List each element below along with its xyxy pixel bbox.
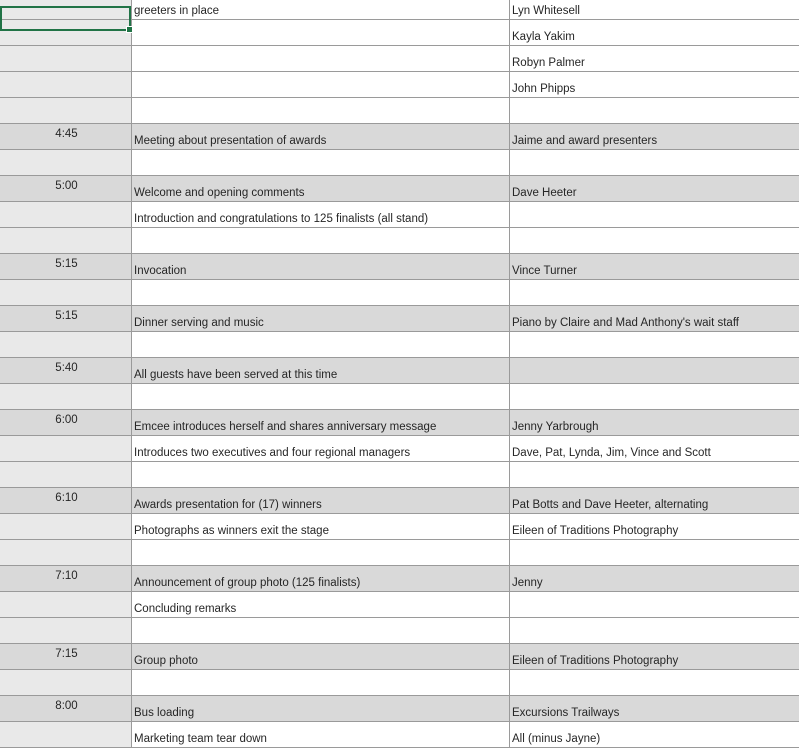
activity-cell[interactable]: Announcement of group photo (125 finalists): [132, 566, 510, 591]
person-cell[interactable]: [510, 670, 799, 695]
activity-cell[interactable]: Emcee introduces herself and shares anniversary message: [132, 410, 510, 435]
time-cell[interactable]: [0, 410, 132, 435]
sheet-row: [0, 98, 799, 124]
time-cell[interactable]: [0, 488, 132, 513]
person-cell[interactable]: [510, 358, 799, 383]
activity-cell[interactable]: Bus loading: [132, 696, 510, 721]
time-text: 7:10: [55, 569, 78, 582]
person-cell[interactable]: Robyn Palmer: [512, 57, 585, 69]
sheet-row: [0, 0, 799, 20]
person-cell[interactable]: Excursions Trailways: [510, 696, 799, 721]
time-text: 5:40: [55, 361, 78, 374]
person-cell[interactable]: [510, 332, 799, 357]
activity-cell[interactable]: [132, 540, 510, 565]
time-cell[interactable]: [0, 98, 132, 123]
person-cell[interactable]: Vince Turner: [510, 254, 799, 279]
time-text: 6:10: [55, 491, 78, 504]
sheet-row: [0, 332, 799, 358]
time-cell[interactable]: [0, 722, 132, 747]
time-text: 8:00: [55, 699, 78, 712]
time-cell[interactable]: [0, 0, 132, 19]
activity-cell[interactable]: Meeting about presentation of awards: [132, 124, 510, 149]
activity-cell[interactable]: [132, 332, 510, 357]
person-cell[interactable]: Piano by Claire and Mad Anthony's wait staff: [510, 306, 799, 331]
activity-cell[interactable]: Concluding remarks: [132, 592, 510, 617]
activity-cell[interactable]: [132, 228, 510, 253]
person-cell[interactable]: [510, 280, 799, 305]
activity-cell[interactable]: Dinner serving and music: [132, 306, 510, 331]
activity-cell[interactable]: Welcome and opening comments: [132, 176, 510, 201]
activity-cell[interactable]: [132, 618, 510, 643]
sheet-row: [0, 306, 799, 332]
person-cell[interactable]: Dave Heeter: [510, 176, 799, 201]
time-cell[interactable]: [0, 644, 132, 669]
time-text: 6:00: [55, 413, 78, 426]
sheet-row: [0, 436, 799, 462]
time-cell[interactable]: [0, 20, 132, 45]
person-cell[interactable]: [510, 98, 799, 123]
time-text: 4:45: [55, 127, 78, 140]
time-cell[interactable]: [0, 124, 132, 149]
person-cell[interactable]: Lyn Whitesell: [512, 5, 580, 17]
activity-cell[interactable]: Marketing team tear down: [132, 722, 510, 747]
person-cell[interactable]: All (minus Jayne): [512, 733, 601, 745]
activity-cell[interactable]: [132, 384, 510, 409]
activity-cell[interactable]: [132, 20, 510, 45]
activity-cell[interactable]: Awards presentation for (17) winners: [132, 488, 510, 513]
activity-cell[interactable]: Introduction and congratulations to 125 finalists (all stand): [132, 202, 510, 227]
time-cell[interactable]: [0, 72, 132, 97]
sheet-row: [0, 488, 799, 514]
person-cell[interactable]: [510, 618, 799, 643]
time-cell[interactable]: [0, 202, 132, 227]
activity-cell[interactable]: [132, 462, 510, 487]
activity-cell[interactable]: Group photo: [132, 644, 510, 669]
sheet-row: [0, 592, 799, 618]
sheet-row: [0, 254, 799, 280]
time-text: 7:15: [55, 647, 78, 660]
sheet-row: [0, 150, 799, 176]
sheet-row: [0, 202, 799, 228]
sheet-row: [0, 228, 799, 254]
sheet-row: [0, 72, 799, 98]
activity-cell[interactable]: [132, 670, 510, 695]
person-cell[interactable]: Eileen of Traditions Photography: [510, 644, 799, 669]
time-cell[interactable]: [0, 566, 132, 591]
activity-cell[interactable]: [132, 150, 510, 175]
time-cell[interactable]: [0, 228, 132, 253]
person-cell[interactable]: [510, 202, 799, 227]
time-cell[interactable]: [0, 254, 132, 279]
sheet-row: [0, 410, 799, 436]
time-cell[interactable]: [0, 46, 132, 71]
activity-cell[interactable]: Invocation: [132, 254, 510, 279]
sheet-row: [0, 566, 799, 592]
sheet-row: [0, 358, 799, 384]
person-cell[interactable]: [510, 592, 799, 617]
person-cell[interactable]: Jenny Yarbrough: [510, 410, 799, 435]
activity-cell[interactable]: [132, 98, 510, 123]
sheet-row: [0, 280, 799, 306]
activity-cell[interactable]: greeters in place: [132, 0, 510, 19]
time-cell[interactable]: [0, 514, 132, 539]
time-text: 5:15: [55, 257, 78, 270]
activity-cell[interactable]: [132, 72, 510, 97]
activity-cell[interactable]: [132, 280, 510, 305]
activity-cell[interactable]: [132, 46, 510, 71]
time-cell[interactable]: [0, 540, 132, 565]
activity-cell[interactable]: Introduces two executives and four regional managers: [132, 436, 510, 461]
sheet-row: [0, 670, 799, 696]
time-cell[interactable]: [0, 150, 132, 175]
person-cell[interactable]: Jenny: [510, 566, 799, 591]
time-cell[interactable]: [0, 618, 132, 643]
sheet-row: [0, 618, 799, 644]
sheet-row: [0, 20, 799, 46]
sheet-row: [0, 514, 799, 540]
time-cell[interactable]: [0, 332, 132, 357]
person-cell[interactable]: [510, 384, 799, 409]
sheet-row: [0, 462, 799, 488]
time-cell[interactable]: [0, 592, 132, 617]
person-cell[interactable]: Dave, Pat, Lynda, Jim, Vince and Scott: [512, 447, 711, 459]
person-cell[interactable]: Pat Botts and Dave Heeter, alternating: [510, 488, 799, 513]
time-cell[interactable]: [0, 358, 132, 383]
time-cell[interactable]: [0, 176, 132, 201]
person-cell[interactable]: Kayla Yakim: [512, 31, 575, 43]
sheet-row: [0, 124, 799, 150]
person-cell[interactable]: [510, 540, 799, 565]
time-cell[interactable]: [0, 436, 132, 461]
time-cell[interactable]: [0, 670, 132, 695]
sheet-row: [0, 540, 799, 566]
sheet-row: [0, 696, 799, 722]
activity-cell[interactable]: Photographs as winners exit the stage: [132, 514, 510, 539]
time-cell[interactable]: [0, 280, 132, 305]
person-cell[interactable]: [510, 462, 799, 487]
sheet-row: [0, 384, 799, 410]
person-cell[interactable]: John Phipps: [512, 83, 576, 95]
time-cell[interactable]: [0, 384, 132, 409]
person-cell[interactable]: Eileen of Traditions Photography: [512, 525, 679, 537]
person-cell[interactable]: Jaime and award presenters: [510, 124, 799, 149]
time-text: 5:15: [55, 309, 78, 322]
sheet-row: [0, 46, 799, 72]
time-cell[interactable]: [0, 306, 132, 331]
sheet-row: [0, 644, 799, 670]
sheet-row: [0, 722, 799, 748]
time-text: 5:00: [55, 179, 78, 192]
activity-cell[interactable]: All guests have been served at this time: [132, 358, 510, 383]
time-cell[interactable]: [0, 462, 132, 487]
person-cell[interactable]: [510, 228, 799, 253]
person-cell[interactable]: [510, 150, 799, 175]
sheet-row: [0, 176, 799, 202]
time-cell[interactable]: [0, 696, 132, 721]
